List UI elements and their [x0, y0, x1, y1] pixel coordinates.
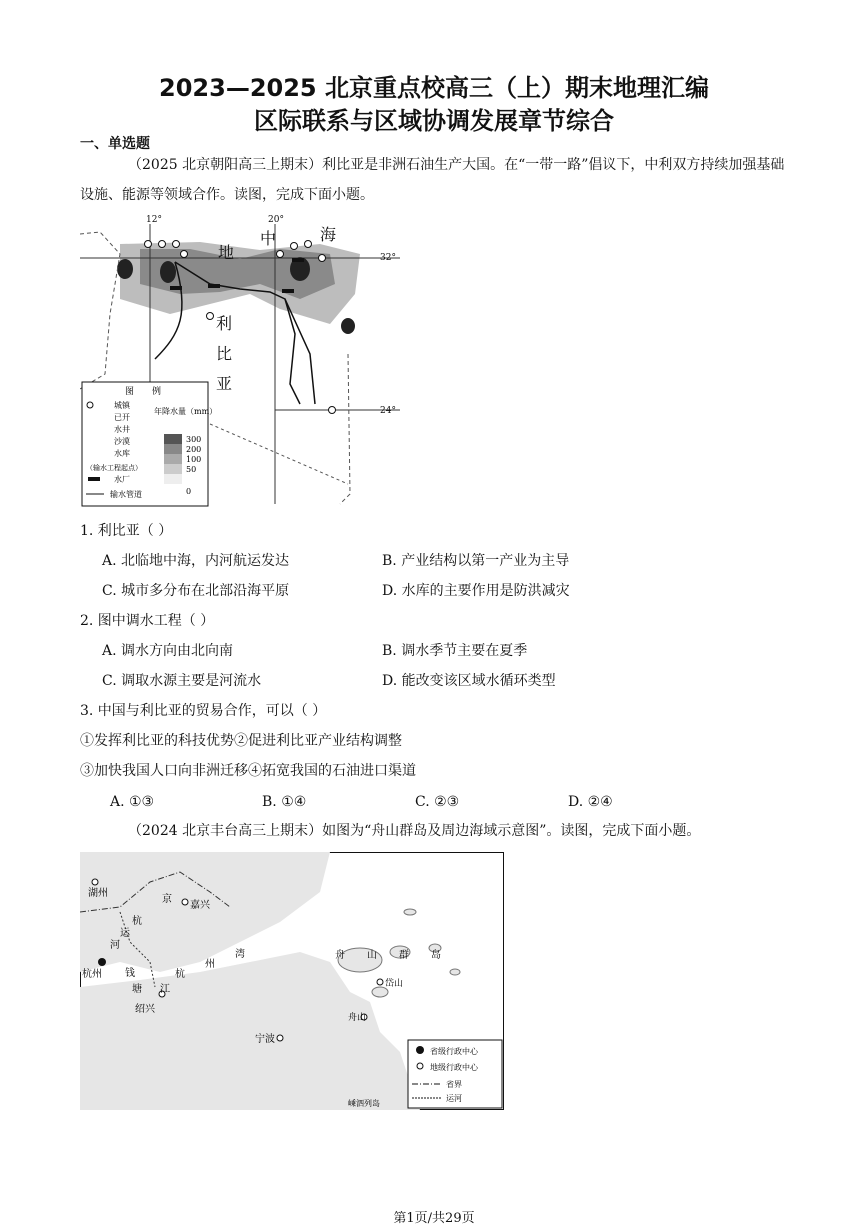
- legend2-provincial: 省级行政中心: [430, 1047, 478, 1056]
- water-char-4: 河: [110, 940, 120, 951]
- q2-option-d[interactable]: D. 能改变该区域水循环类型: [382, 673, 556, 689]
- map2-legend: [408, 1040, 502, 1108]
- passage-1: （2025 北京朝阳高三上期末）利比亚是非洲石油生产大国。在“一带一路”倡议下，中利双方持续加强基础设施、能源等领域合作。读图，完成下面小题。: [80, 157, 785, 203]
- libya-map: [80, 214, 400, 508]
- page-title-line1: 2023—2025 北京重点校高三（上）期末地理汇编: [159, 74, 709, 102]
- legend-item-5: （输水工程起点）: [86, 464, 142, 472]
- legend-title: 图 例: [125, 387, 162, 397]
- page-title-line2: 区际联系与区域协调发展章节综合: [254, 107, 614, 135]
- legend2-canal: 运河: [446, 1094, 462, 1103]
- water-char-9: 州: [205, 959, 215, 970]
- lat-label-32: 32°: [380, 253, 396, 263]
- lat-label-24: 24°: [380, 406, 396, 416]
- q3-stem: 3. 中国与利比亚的贸易合作，可以（ ）: [80, 703, 327, 719]
- place-daishan: 岱山: [385, 979, 404, 989]
- q3-line-1: ①发挥利比亚的科技优势②促进利比亚产业结构调整: [80, 733, 402, 749]
- q1-option-b[interactable]: B. 产业结构以第一产业为主导: [382, 553, 570, 569]
- map1-legend: [82, 382, 217, 506]
- q2-option-a[interactable]: A. 调水方向由北向南: [102, 643, 234, 659]
- legend-item-7: 输水管道: [110, 490, 142, 499]
- lon-label-20: 20°: [268, 215, 284, 225]
- water-char-7: 江: [160, 984, 170, 995]
- passage-2: （2024 北京丰台高三上期末）如图为“舟山群岛及周边海域示意图”。读图，完成下面小题。: [128, 823, 701, 839]
- water-char-3: 运: [120, 928, 130, 939]
- q2-option-c[interactable]: C. 调取水源主要是河流水: [102, 673, 262, 689]
- q1-option-c[interactable]: C. 城市多分布在北部沿海平原: [102, 583, 290, 599]
- sea-char-3: 海: [320, 225, 337, 244]
- water-char-10: 湾: [235, 949, 245, 960]
- q3-line-2: ③加快我国人口向非洲迁移④拓宽我国的石油进口渠道: [80, 763, 416, 779]
- country-char-3: 亚: [216, 374, 233, 393]
- legend-item-1: 已开: [114, 413, 130, 422]
- place-hangzhou: 杭州: [82, 969, 102, 980]
- q3-option-a[interactable]: A. ①③: [110, 794, 155, 810]
- section-heading: 一、单选题: [80, 136, 150, 152]
- zhoushan-map: [80, 852, 504, 1110]
- legend-item-2: 水井: [114, 425, 130, 434]
- q3-option-c[interactable]: C. ②③: [415, 794, 460, 810]
- page-footer: 第1页/共29页: [393, 1211, 475, 1226]
- sea-char-1: 地: [218, 243, 235, 262]
- legend2-boundary: 省界: [446, 1080, 462, 1089]
- place-shaoxing: 绍兴: [135, 1004, 155, 1015]
- q1-option-a[interactable]: A. 北临地中海，内河航运发达: [102, 553, 290, 569]
- legend-item-town: 城镇: [114, 401, 130, 410]
- q1-stem: 1. 利比亚（ ）: [80, 523, 173, 539]
- legend-item-6: 水厂: [114, 475, 130, 484]
- water-char-2: 杭: [132, 916, 142, 927]
- legend2-prefecture: 地级行政中心: [430, 1063, 478, 1072]
- lon-label-12: 12°: [146, 215, 162, 225]
- precip-title: 年降水量（mm）: [154, 407, 218, 416]
- q2-stem: 2. 图中调水工程（ ）: [80, 613, 215, 629]
- water-char-8: 杭: [175, 969, 185, 980]
- q3-option-d[interactable]: D. ②④: [568, 794, 613, 810]
- place-ningbo: 宁波: [255, 1034, 275, 1045]
- islands-label: 舟 山 群 岛: [335, 950, 447, 961]
- q1-option-d[interactable]: D. 水库的主要作用是防洪减灾: [382, 583, 570, 599]
- precip-300: 300: [186, 435, 202, 444]
- country-char-1: 利: [216, 314, 233, 333]
- water-char-1: 京: [162, 894, 172, 905]
- legend-item-3: 沙漠: [114, 437, 130, 446]
- place-jiaxing: 嘉兴: [190, 900, 210, 911]
- precip-100: 100: [186, 455, 202, 464]
- q3-option-b[interactable]: B. ①④: [262, 794, 307, 810]
- precip-0: 0: [186, 487, 192, 496]
- country-char-2: 比: [216, 344, 233, 363]
- precip-50: 50: [186, 465, 197, 474]
- q2-option-b[interactable]: B. 调水季节主要在夏季: [382, 643, 528, 659]
- water-char-5: 钱: [125, 968, 135, 979]
- legend-item-4: 水库: [114, 449, 130, 458]
- sea-char-2: 中: [260, 229, 277, 248]
- place-huzhou: 湖州: [88, 888, 108, 899]
- water-char-6: 塘: [132, 984, 142, 995]
- precip-200: 200: [186, 445, 202, 454]
- map2-note: 嵊泗列岛: [348, 1099, 380, 1108]
- place-zhoushan: 舟山: [348, 1013, 367, 1023]
